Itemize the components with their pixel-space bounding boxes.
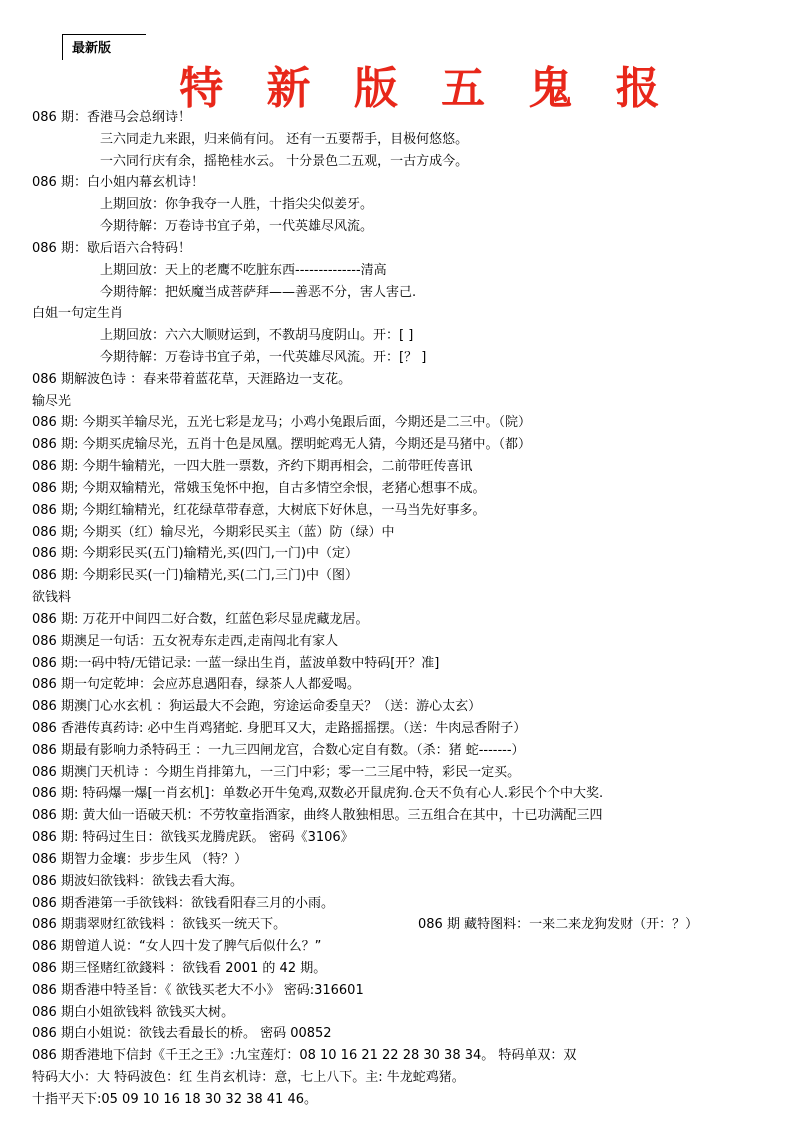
text-line: 086 期: 万花开中间四二好合数，红蓝色彩尽显虎藏龙居。: [32, 611, 369, 627]
text-line: 086 期解波色诗 ：春来带着蓝花草，天涯路边一支花。: [32, 371, 352, 387]
text-line: 086 期: 特码爆一爆[一肖玄机]：单数必开牛兔鸡,双数必开鼠虎狗.仓天不负有心人.彩民个个中大奖.: [32, 786, 604, 802]
text-line: 086 期: 特码过生日：欲钱买龙腾虎跃。 密码《3106》: [32, 830, 354, 846]
text-line: 今期待解：万卷诗书宜子弟，一代英雄尽风流。: [100, 219, 374, 235]
text-line: 086 期: 今期彩民买(一门)输精光,买(二门,三门)中（图）: [32, 568, 359, 584]
text-line: 086 期香港中特圣旨：《 欲钱买老大不小》 密码:316601: [32, 982, 364, 998]
text-line: 086 期翡翠财红欲钱料 ：欲钱买一统天下。: [32, 917, 287, 933]
text-line-extra: 086 期 藏特图料：一来二来龙狗发财（开：？）: [418, 917, 699, 933]
text-line: 一六同行庆有余，摇艳桂水云。 十分景色二五观，一古方成今。: [100, 153, 469, 169]
text-line: 086 期最有影响力杀特码王 ：一九三四闸龙宫，合数心定自有数。（杀：猪 蛇-------）: [32, 742, 525, 758]
text-line: 086 期波妇欲钱料：欲钱去看大海。: [32, 873, 243, 889]
text-line: 上期回放：六六大顺财运到，不教胡马度阴山。开：[ ]: [100, 328, 414, 344]
text-line: 上期回放：你争我夺一人胜，十指尖尖似姜牙。: [100, 197, 374, 213]
text-line: 086 期白小姐欲钱料 欲钱买大树。: [32, 1004, 235, 1020]
text-line: 086 期: 今期买虎输尽光，五肖十色是凤凰。摆明蛇鸡无人猜，今期还是马猪中。（都）: [32, 437, 531, 453]
text-line: 086 期澳足一句话：五女祝寿东走西,走南闯北有家人: [32, 633, 339, 649]
text-line: 086 期: 今期彩民买(五门)输精光,买(四门,一门)中（定）: [32, 546, 359, 562]
page-title: 特 新 版 五 鬼 报: [179, 63, 674, 114]
text-line: 086 期; 今期双输精光，常娥玉兔怀中抱，自古多情空余恨，老猪心想事不成。: [32, 480, 486, 496]
text-line: 086 期澳门心水玄机 ：狗运最大不会跑，穷途运命委皇天？（送：游心太玄）: [32, 699, 482, 715]
text-line: 今期待解：把妖魔当成菩萨拜——善恶不分，害人害己.: [100, 284, 417, 300]
text-line: 086 期香港地下信封《千王之王》:九宝莲灯：08 10 16 21 22 28 30 38 34。 特码单双：双: [32, 1048, 577, 1064]
text-line: 086 期：香港马会总纲诗！: [32, 110, 191, 125]
text-line: 086 期:一码中特/无错记录: 一蓝一绿出生肖，蓝波单数中特码[开？准]: [32, 655, 440, 671]
text-line: 086 期: 黄大仙一语破天机：不劳牧童指酒家，曲终人散独相思。三五组合在其中，十已功满配三四: [32, 808, 603, 824]
text-line: 086 期三怪赌红欲錢料 ：欲钱看 2001 的 42 期。: [32, 960, 327, 976]
text-line: 欲钱料: [32, 590, 72, 606]
text-line: 086 期：歇后语六合特码！: [32, 240, 191, 256]
text-line: 086 期: 今期买羊输尽光，五光七彩是龙马；小鸡小兔跟后面，今期还是二三中。（院）: [32, 415, 531, 431]
text-line: 086 期香港第一手欲钱料：欲钱看阳春三月的小雨。: [32, 895, 334, 911]
edition-stamp: 最新版: [62, 34, 146, 60]
text-line: 十指平天下:05 09 10 16 18 30 32 38 41 46。: [32, 1091, 317, 1107]
text-line: 086 期一句定乾坤：会应苏息遇阳春，绿茶人人都爱喝。: [32, 677, 360, 693]
text-line: 上期回放：天上的老鹰不吃脏东西--------------清高: [100, 262, 387, 278]
text-line: 086 期：白小姐内幕玄机诗！: [32, 175, 204, 191]
text-line: 086 期; 今期红输精光，红花绿草带春意，大树底下好休息，一马当先好事多。: [32, 502, 486, 518]
text-line: 086 期白小姐说：欲钱去看最长的桥。 密码 00852: [32, 1026, 332, 1042]
text-line: 086 期澳门天机诗 ：今期生肖排第九，一三门中彩；零一二三尾中特，彩民一定买。: [32, 764, 521, 780]
text-line: 输尽光: [32, 393, 72, 409]
text-line: 086 期智力金壤：步步生风 （特？）: [32, 851, 248, 867]
text-line: 086 期; 今期买（红）输尽光，今期彩民买主（蓝）防（绿）中: [32, 524, 395, 540]
text-line: 086 期: 今期牛输精光，一四大胜一票数，齐约下期再相会，二前带旺传喜讯: [32, 459, 473, 475]
text-line: 三六同走九来跟，归来倘有问。 还有一五要帮手，目极何悠悠。: [100, 131, 469, 147]
text-line: 特码大小：大 特码波色：红 生肖玄机诗：意，七上八下。主: 牛龙蛇鸡猪。: [32, 1070, 465, 1086]
text-line: 086 香港传真药诗: 必中生肖鸡猪蛇. 身肥耳又大，走路摇摇摆。（送：牛肉忌香附子）: [32, 720, 527, 736]
text-line: 白姐一句定生肖: [32, 306, 124, 322]
text-line: 今期待解：万卷诗书宜子弟，一代英雄尽风流。开：[？ ]: [100, 350, 427, 366]
text-line: 086 期曾道人说：“女人四十发了脾气后似什么？”: [32, 939, 322, 955]
